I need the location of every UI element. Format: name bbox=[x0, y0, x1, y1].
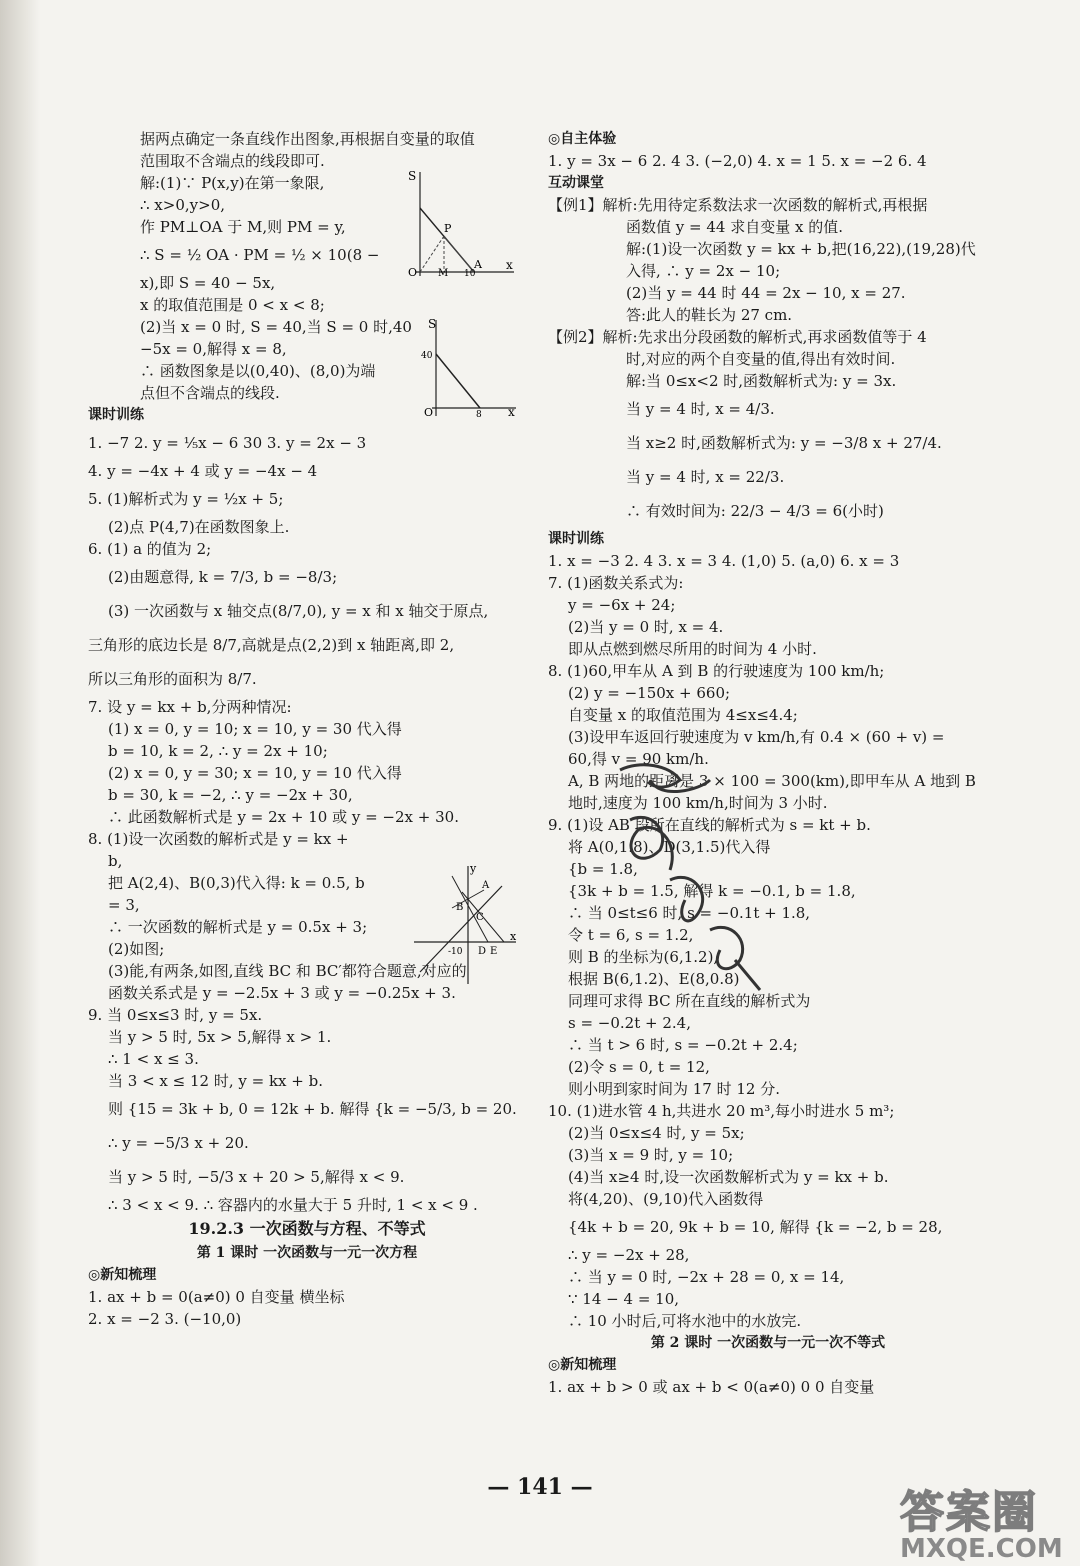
axis-label-x: x bbox=[508, 405, 515, 419]
tick-neg10: -10 bbox=[448, 947, 463, 957]
answer-line: = 3, bbox=[108, 896, 140, 914]
answer-line: 答:此人的鞋长为 27 cm. bbox=[626, 306, 793, 324]
section-heading: ◎新知梳理 bbox=[88, 1267, 157, 1283]
section-heading: ◎新知梳理 bbox=[548, 1357, 617, 1373]
answer-line: (2)由题意得, k = 7/3, b = −8/3; bbox=[108, 568, 338, 586]
answer-line: 9. (1)设 AB 段所在直线的解析式为 s = kt + b. bbox=[548, 816, 871, 834]
line-ab bbox=[420, 886, 502, 972]
answer-line: (2)如图; bbox=[108, 940, 165, 958]
answer-line: x 的取值范围是 0 < x < 8; bbox=[140, 296, 325, 314]
answer-line: (1) x = 0, y = 10; x = 10, y = 30 代入得 bbox=[108, 720, 402, 738]
answer-line: 则 B 的坐标为(6,1.2), bbox=[568, 948, 719, 966]
watermark bbox=[900, 1476, 1070, 1564]
answer-line: 入得, ∴ y = 2x − 10; bbox=[626, 262, 781, 280]
answer-line: 6. (1) a 的值为 2; bbox=[88, 540, 212, 558]
answer-line: ∴ y = −5/3 x + 20. bbox=[108, 1134, 249, 1152]
section-heading: 课时训练 bbox=[548, 531, 604, 547]
answer-line: 2. x = −2 3. (−10,0) bbox=[88, 1310, 242, 1328]
answer-line: 解:当 0≤x<2 时,函数解析式为: y = 3x. bbox=[626, 372, 897, 390]
point-label-b: B bbox=[456, 902, 464, 913]
answer-line: ∴ 此函数解析式是 y = 2x + 10 或 y = −2x + 30. bbox=[108, 808, 459, 826]
figure-triangle-area-graph bbox=[400, 168, 518, 278]
answer-line: ∴ 10 小时后,可将水池中的水放完. bbox=[568, 1312, 802, 1330]
answer-line: (2)当 y = 44 时 44 = 2x − 10, x = 27. bbox=[626, 284, 906, 302]
answer-line: 即从点燃到燃尽所用的时间为 4 小时. bbox=[568, 640, 817, 658]
point-label-m: M bbox=[438, 268, 449, 278]
answer-line: 点但不含端点的线段. bbox=[140, 384, 280, 402]
answer-line: (4)当 x≥4 时,设一次函数解析式为 y = kx + b. bbox=[568, 1168, 889, 1186]
answer-line: ∴ y = −2x + 28, bbox=[568, 1246, 690, 1264]
answer-line: 10. (1)进水管 4 h,共进水 20 m³,每小时进水 5 m³; bbox=[548, 1102, 895, 1120]
answer-line: 三角形的底边长是 8/7,高就是点(2,2)到 x 轴距离,即 2, bbox=[88, 636, 455, 654]
answer-line: s = −0.2t + 2.4, bbox=[568, 1014, 691, 1032]
axis-label-s: S bbox=[428, 317, 437, 331]
answer-line: (3)设甲车返回行驶速度为 v km/h,有 0.4 × (60 + v) = bbox=[568, 728, 945, 746]
answer-line: 根据 B(6,1.2)、E(8,0.8) bbox=[568, 970, 740, 988]
answer-line: 1. y = 3x − 6 2. 4 3. (−2,0) 4. x = 1 5. x = −2 6. 4 bbox=[548, 152, 927, 170]
axis-label-y: y bbox=[470, 862, 477, 875]
watermark-url: MXQE.COM bbox=[900, 1534, 1063, 1564]
left-answer-lines bbox=[88, 128, 526, 1216]
answer-line: 时,对应的两个自变量的值,得出有效时间. bbox=[626, 350, 896, 368]
chapter-title: 19.2.3 一次函数与方程、不等式 bbox=[188, 1219, 426, 1238]
answer-line: ∴ 当 t > 6 时, s = −0.2t + 2.4; bbox=[568, 1036, 798, 1054]
answer-line: ∴ 当 y = 0 时, −2x + 28 = 0, x = 14, bbox=[568, 1268, 845, 1286]
right-answer-lines bbox=[548, 128, 988, 1332]
answer-line: ∴ 3 < x < 9. ∴ 容器内的水量大于 5 升时, 1 < x < 9 . bbox=[108, 1196, 478, 1214]
answer-line: 当 y = 4 时, x = 4/3. bbox=[626, 400, 775, 418]
answer-line: (2)当 y = 0 时, x = 4. bbox=[568, 618, 724, 636]
answer-line: y = −6x + 24; bbox=[568, 596, 676, 614]
tick-8: 8 bbox=[476, 410, 482, 420]
answer-line: A, B 两地的距离是 3 × 100 = 300(km),即甲车从 A 地到 B bbox=[568, 772, 976, 790]
answer-line: {b = 1.8, bbox=[568, 860, 638, 878]
answer-line: (2)令 s = 0, t = 12, bbox=[568, 1058, 710, 1076]
figure-lines-graph bbox=[412, 862, 520, 986]
answer-line: 1. −7 2. y = ⅕x − 6 30 3. y = 2x − 3 bbox=[88, 434, 367, 452]
segment-op bbox=[420, 236, 444, 272]
answer-line: b = 10, k = 2, ∴ y = 2x + 10; bbox=[108, 742, 328, 760]
answer-line: 函数值 y = 44 求自变量 x 的值. bbox=[626, 218, 843, 236]
answer-line: ∴ 1 < x ≤ 3. bbox=[108, 1050, 199, 1068]
answer-line: 【例2】解析:先求出分段函数的解析式,再求函数值等于 4 bbox=[548, 328, 927, 346]
answer-line: 1. x = −3 2. 4 3. x = 3 4. (1,0) 5. (a,0) 6. x = 3 bbox=[548, 552, 900, 570]
page-binding-shadow bbox=[0, 0, 40, 1566]
left-tail-lines bbox=[88, 1264, 526, 1330]
answer-line: ∴ 一次函数的解析式是 y = 0.5x + 3; bbox=[108, 918, 368, 936]
point-label-c: C bbox=[476, 912, 484, 923]
point-label-d: D bbox=[478, 946, 487, 957]
answer-line: {3k + b = 1.5, 解得 k = −0.1, b = 1.8, bbox=[568, 882, 856, 900]
answer-line: (2)当 0≤x≤4 时, y = 5x; bbox=[568, 1124, 745, 1142]
origin-label: O bbox=[408, 266, 418, 278]
answer-line: 所以三角形的面积为 8/7. bbox=[88, 670, 257, 688]
answer-line: 令 t = 6, s = 1.2, bbox=[568, 926, 694, 944]
answer-line: (3)当 x = 9 时, y = 10; bbox=[568, 1146, 734, 1164]
lesson-2-title: 第 2 课时 一次函数与一元一次不等式 bbox=[650, 1335, 886, 1351]
answer-line: 8. (1)设一次函数的解析式是 y = kx + bbox=[88, 830, 349, 848]
answer-line: 5. (1)解析式为 y = ½x + 5; bbox=[88, 490, 284, 508]
answer-line: ∵ 14 − 4 = 10, bbox=[568, 1290, 680, 1308]
answer-line: 地时,速度为 100 km/h,时间为 3 小时. bbox=[568, 794, 828, 812]
answer-line: 范围取不含端点的线段即可. bbox=[140, 152, 325, 170]
right-tail-lines bbox=[548, 1354, 988, 1398]
answer-line: 7. (1)函数关系式为: bbox=[548, 574, 684, 592]
answer-line: −5x = 0,解得 x = 8, bbox=[140, 340, 287, 358]
answer-line: 当 3 < x ≤ 12 时, y = kx + b. bbox=[108, 1072, 323, 1090]
section-heading: 互动课堂 bbox=[548, 175, 604, 191]
point-label-e: E bbox=[490, 946, 498, 957]
answer-line: ∴ 有效时间为: 22/3 − 4/3 = 6(小时) bbox=[626, 502, 884, 520]
left-column bbox=[88, 128, 526, 1330]
answer-line: 作 PM⊥OA 于 M,则 PM = y, bbox=[140, 218, 346, 236]
answer-line: (3) 一次函数与 x 轴交点(8/7,0), y = x 和 x 轴交于原点, bbox=[108, 602, 489, 620]
answer-line: 8. (1)60,甲车从 A 到 B 的行驶速度为 100 km/h; bbox=[548, 662, 885, 680]
answer-line: 函数关系式是 y = −2.5x + 3 或 y = −0.25x + 3. bbox=[108, 984, 456, 1002]
answer-line: x),即 S = 40 − 5x, bbox=[140, 274, 276, 292]
answer-line: 则 {15 = 3k + b, 0 = 12k + b. 解得 {k = −5/3, b = 20. bbox=[108, 1100, 517, 1118]
axis-label-x: x bbox=[510, 930, 517, 943]
answer-line: (2) y = −150x + 660; bbox=[568, 684, 731, 702]
axis-label-x: x bbox=[506, 258, 513, 272]
answer-line: 1. ax + b > 0 或 ax + b < 0(a≠0) 0 0 自变量 bbox=[548, 1378, 875, 1396]
answer-line: 把 A(2,4)、B(0,3)代入得: k = 0.5, b bbox=[108, 874, 365, 892]
answer-line: {4k + b = 20, 9k + b = 10, 解得 {k = −2, b = 28, bbox=[568, 1218, 943, 1236]
origin-label: O bbox=[424, 406, 434, 419]
answer-line: b = 30, k = −2, ∴ y = −2x + 30, bbox=[108, 786, 353, 804]
page-number: — 141 — bbox=[487, 1474, 593, 1500]
answer-line: ∴ 当 0≤t≤6 时, s = −0.1t + 1.8, bbox=[568, 904, 811, 922]
answer-line: (3)能,有两条,如图,直线 BC 和 BC′都符合题意,对应的 bbox=[108, 962, 467, 980]
answer-line: 7. 设 y = kx + b,分两种情况: bbox=[88, 698, 292, 716]
answer-line: 据两点确定一条直线作出图象,再根据自变量的取值 bbox=[140, 130, 475, 148]
point-label-a: A bbox=[482, 880, 490, 891]
answer-line: ∴ x>0,y>0, bbox=[140, 196, 226, 214]
axis-label-s: S bbox=[408, 169, 417, 183]
answer-line: 【例1】解析:先用待定系数法求一次函数的解析式,再根据 bbox=[548, 196, 928, 214]
answer-line: 当 y > 5 时, −5/3 x + 20 > 5,解得 x < 9. bbox=[108, 1168, 405, 1186]
answer-line: 60,得 v = 90 km/h. bbox=[568, 750, 709, 768]
answer-line: 1. ax + b = 0(a≠0) 0 自变量 横坐标 bbox=[88, 1288, 345, 1306]
answer-line: 则小明到家时间为 17 时 12 分. bbox=[568, 1080, 781, 1098]
handwriting-scribble bbox=[560, 760, 790, 1010]
answer-line: (2) x = 0, y = 30; x = 10, y = 10 代入得 bbox=[108, 764, 402, 782]
answer-line: 4. y = −4x + 4 或 y = −4x − 4 bbox=[88, 462, 318, 480]
answer-line: 解:(1)∵ P(x,y)在第一象限, bbox=[140, 174, 325, 192]
point-label-a: A bbox=[474, 258, 482, 271]
answer-line: 9. 当 0≤x≤3 时, y = 5x. bbox=[88, 1006, 263, 1024]
answer-line: 将(4,20)、(9,10)代入函数得 bbox=[568, 1190, 764, 1208]
lesson-1-title: 第 1 课时 一次函数与一元一次方程 bbox=[196, 1245, 418, 1261]
tick-40: 40 bbox=[421, 351, 433, 361]
answer-line: b, bbox=[108, 852, 123, 870]
answer-line: ∴ 函数图象是以(0,40)、(8,0)为端 bbox=[140, 362, 376, 380]
answer-line: 同理可求得 BC 所在直线的解析式为 bbox=[568, 992, 811, 1010]
answer-line: 解:(1)设一次函数 y = kx + b,把(16,22),(19,28)代 bbox=[626, 240, 976, 258]
section-heading: ◎自主体验 bbox=[548, 131, 617, 147]
segment-pa bbox=[444, 236, 474, 272]
point-label-p: P bbox=[444, 222, 452, 235]
answer-line: 当 x≥2 时,函数解析式为: y = −3/8 x + 27/4. bbox=[626, 434, 942, 452]
answer-line: (2)当 x = 0 时, S = 40,当 S = 0 时,40 bbox=[140, 318, 412, 336]
answer-line: 当 y = 4 时, x = 22/3. bbox=[626, 468, 785, 486]
tick-10: 10 bbox=[464, 269, 476, 278]
watermark-logo-text: 答案圈 bbox=[900, 1487, 1038, 1538]
answer-line: 自变量 x 的取值范围为 4≤x≤4.4; bbox=[568, 706, 798, 724]
answer-line: 当 y > 5 时, 5x > 5,解得 x > 1. bbox=[108, 1028, 332, 1046]
graph-segment bbox=[436, 354, 480, 408]
section-heading: 课时训练 bbox=[88, 407, 144, 423]
figure-segment-graph bbox=[420, 316, 520, 422]
answer-line: 将 A(0,1.8)、D(3,1.5)代入得 bbox=[568, 838, 771, 856]
answer-line: ∴ S = ½ OA · PM = ½ × 10(8 − bbox=[140, 246, 380, 264]
answer-line: (2)点 P(4,7)在函数图象上. bbox=[108, 518, 290, 536]
